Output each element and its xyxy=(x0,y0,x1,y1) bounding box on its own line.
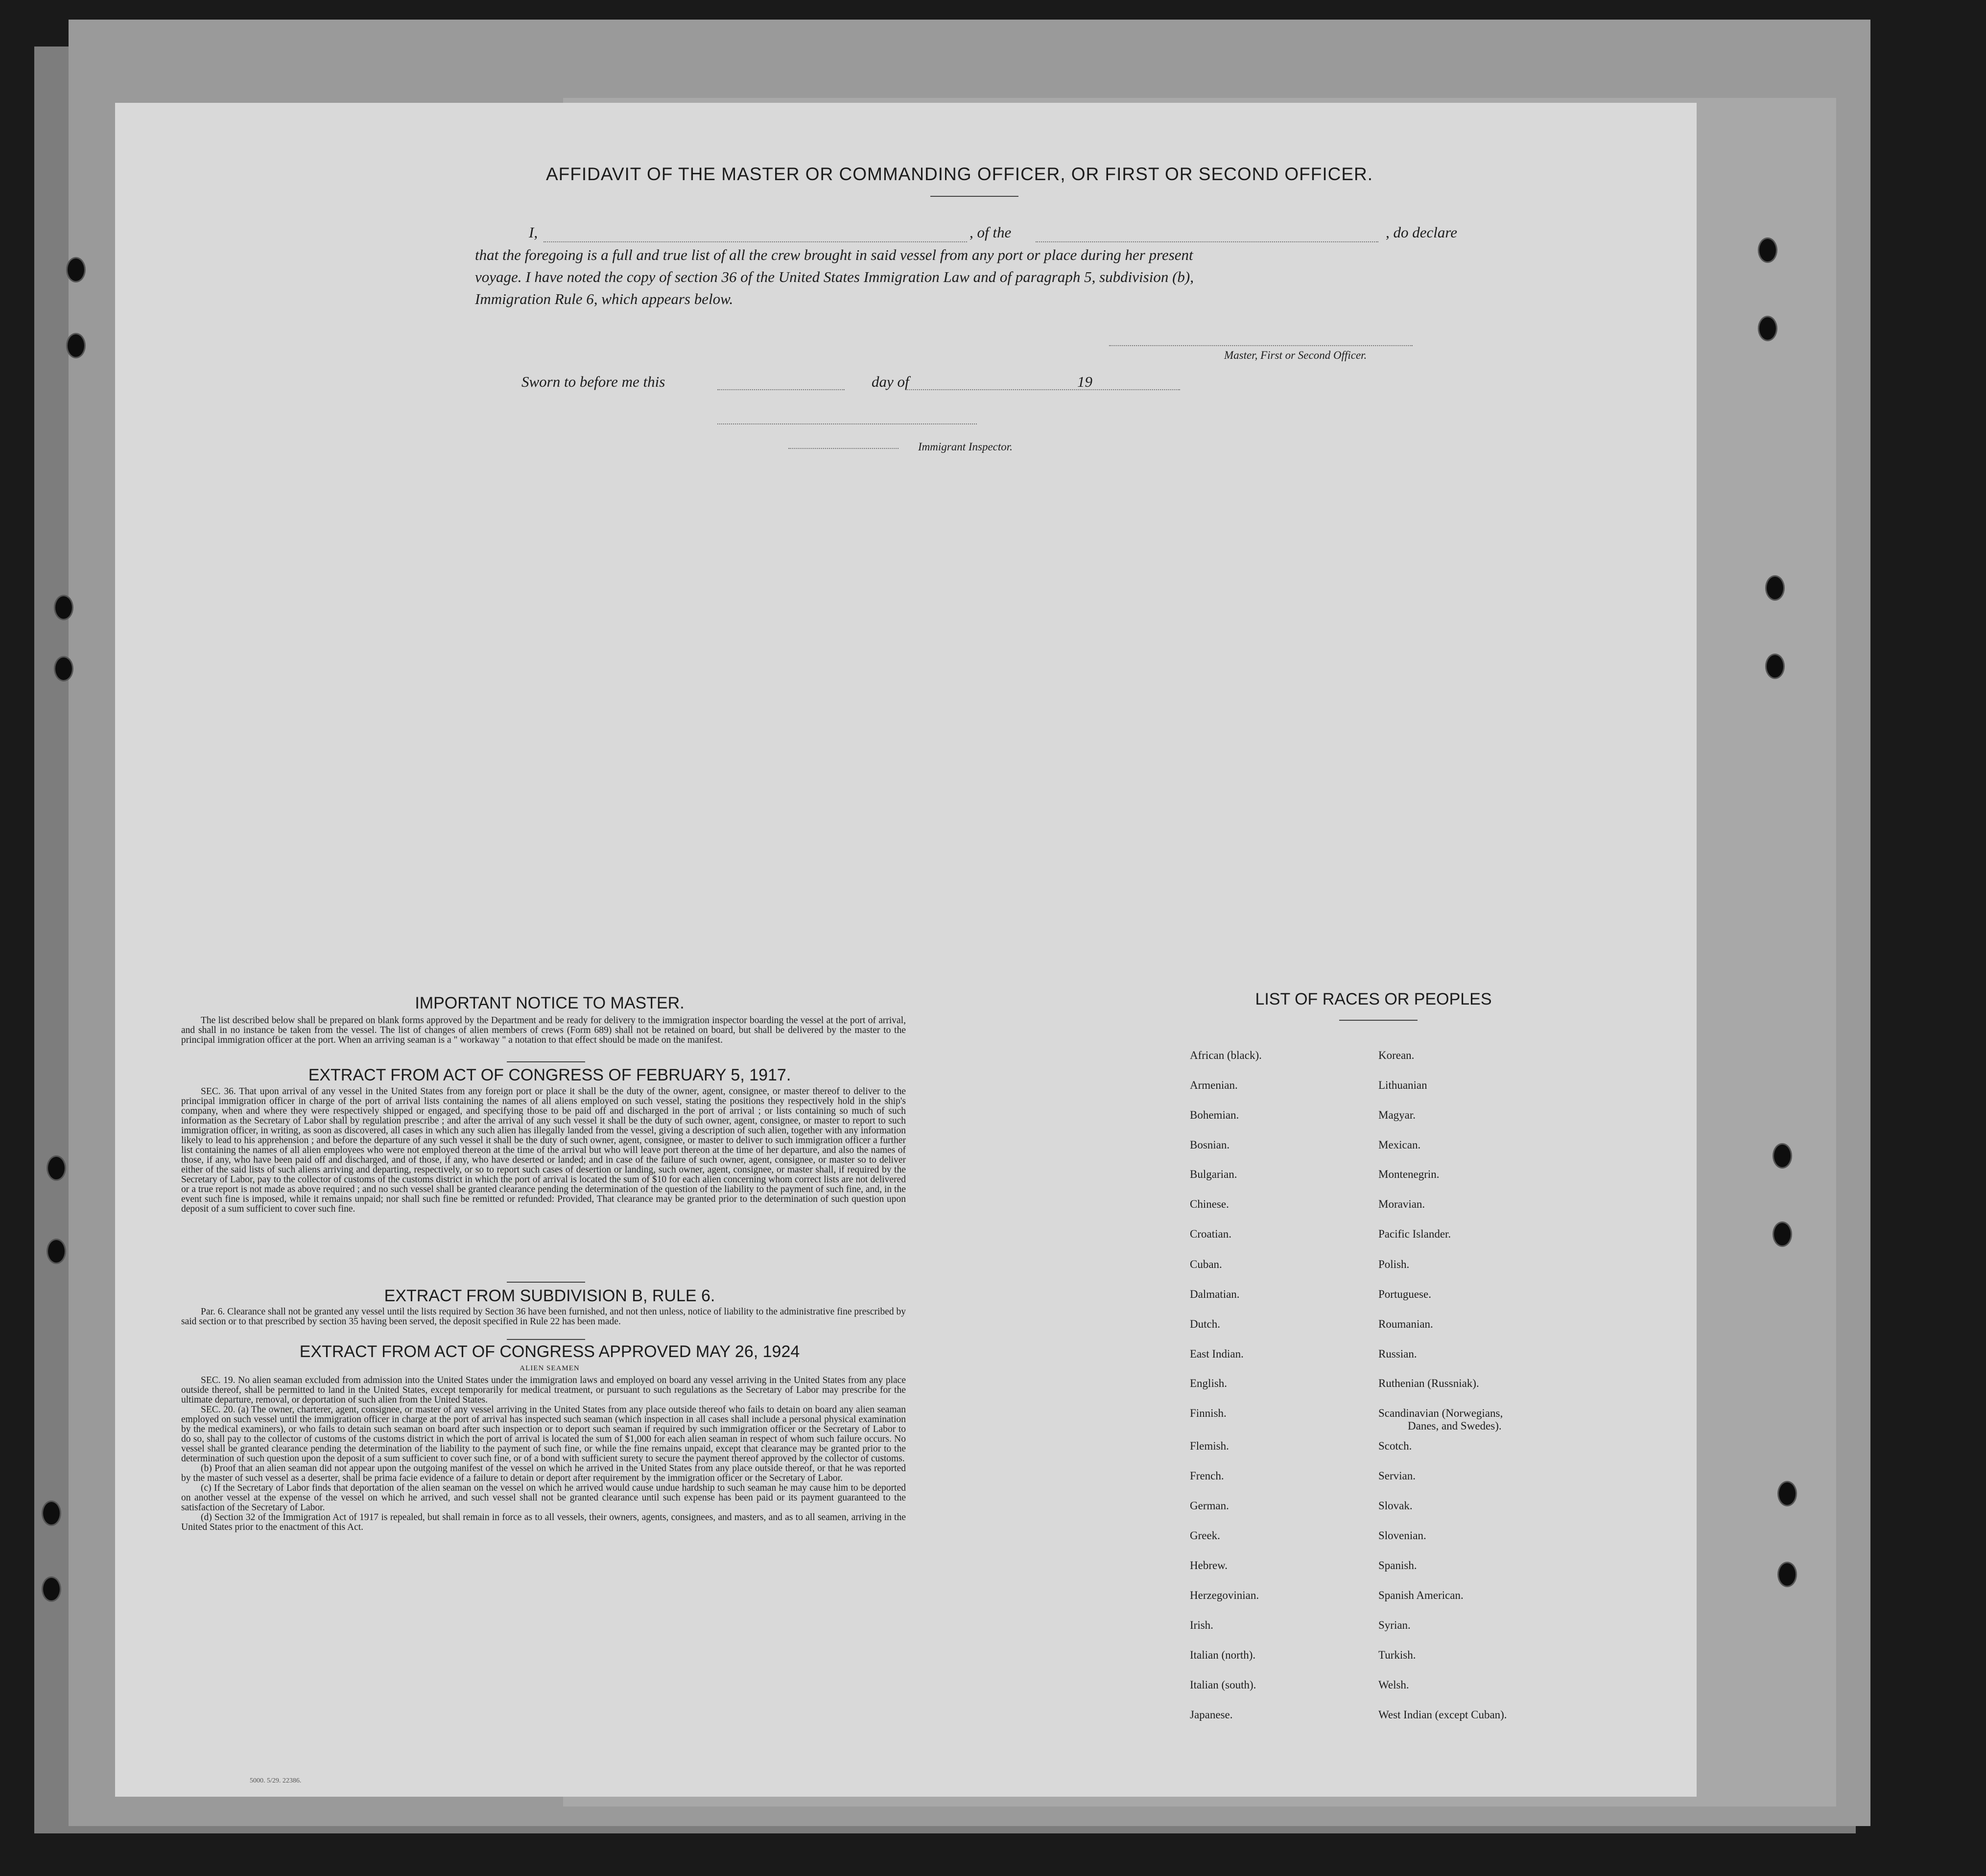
race-item: Bosnian. xyxy=(1190,1139,1230,1151)
inspector-signature-line[interactable] xyxy=(717,423,977,424)
race-item: Finnish. xyxy=(1190,1407,1227,1419)
act-1924-text xyxy=(181,1376,906,1532)
vessel-blank[interactable] xyxy=(1036,241,1378,242)
act-1917-paragraph: SEC. 36. That upon arrival of any vessel in the United States from any foreign port or place it shall be the duty of the owner, agent, consignee, or master thereof to deliver to the principal immigration officer in charge of the port of arrival lists containing the names of all aliens employed on such vessel, stating the positions they respectively hold in the ship's company, when and where they were respectively shipped or engaged, and specifying those to be paid off and discharged in the port of arrival ; or lists containing so much of such information as the Secretary of Labor shall by regulation prescribe ; and after the arrival of any such vessel it shall be the duty of such owner, agent, consignee, or master to report to such immigration officer, in writing, as soon as discovered, all cases in which any such alien has illegally landed from the vessel, giving a description of such alien, together with any information likely to lead to his apprehension ; and before the departure of any such vessel it shall be the duty of such owner, agent, consignee, or master to deliver to such immigration officer a further list containing the names of all alien employees who were not employed thereon at the time of the arrival but who will leave port thereon at the time of her departure, and also the names of those, if any, who have been paid off and discharged, and of those, if any, who have deserted or landed; and in case of the failure of such owner, agent, consignee, or master so to deliver either of the said lists of such aliens arriving and departing, respectively, or so to report such cases of desertion or landing, such owner, agent, consignee, or master shall, if required by the Secretary of Labor, pay to the collector of customs of the customs district in which the port of arrival is located the sum of $10 for each alien concerning whom correct lists are not delivered or a true report is not made as above required ; and no such vessel shall be granted clearance pending the determination of the question of the liability to the payment of such fine, and, in the event such fine is imposed, while it remains unpaid; nor shall such fine be remitted or refunded: Provided, That clearance may be granted prior to the determination of such question upon deposit of a sum sufficient to cover such fine. xyxy=(181,1086,906,1214)
race-item: Spanish. xyxy=(1378,1559,1417,1571)
master-signature-line[interactable] xyxy=(1109,345,1413,346)
race-item: Montenegrin. xyxy=(1378,1168,1440,1180)
race-item: Dutch. xyxy=(1190,1318,1220,1330)
punch-hole xyxy=(1765,575,1785,601)
do-declare-label: , do declare xyxy=(1386,224,1458,241)
race-item: English. xyxy=(1190,1377,1228,1389)
race-item: Italian (north). xyxy=(1190,1649,1256,1661)
act-1924-paragraph: (d) Section 32 of the Immigration Act of 1917 is repealed, but shall remain in force as to all vessels, their owners, agents, consignees, and masters, and as to all seamen, arriving in the United States prior to the enactment of this Act. xyxy=(181,1512,906,1532)
punch-hole xyxy=(54,595,73,620)
of-the-label: , of the xyxy=(969,224,1012,241)
punch-hole xyxy=(1773,1221,1792,1247)
punch-hole xyxy=(54,656,73,681)
act-1924-paragraph: (c) If the Secretary of Labor finds that deportation of the alien seaman on the vessel on which he arrived would cause undue hardship to such seaman he may cause him to be deported on another vessel at the expense of the vessel on which he arrived, and such vessel shall not be granted clearance until such expense has been paid or its payment guaranteed to the satisfaction of the Secretary of Labor. xyxy=(181,1483,906,1513)
race-item: Dalmatian. xyxy=(1190,1288,1240,1300)
rule-6-title: EXTRACT FROM SUBDIVISION B, RULE 6. xyxy=(384,1287,715,1305)
race-item: Welsh. xyxy=(1378,1679,1409,1691)
race-item: Cuban. xyxy=(1190,1258,1222,1270)
notice-paragraph: The list described below shall be prepared on blank forms approved by the Department and be ready for delivery to the immigration inspector boarding the vessel at the port of arrival, and shall in no instance be taken from the vessel. The list of changes of alien members of crews (Form 689) shall not be retained on board, but shall be delivered by the master to the principal immigration officer at the port. When an arriving seaman is a " workaway " a notation to that effect should be made on the manifest. xyxy=(181,1015,906,1045)
affidavit-line-3: voyage. I have noted the copy of section 36 of the United States Immigration Law and of paragraph 5, subdivision (b), xyxy=(475,268,1194,285)
punch-hole xyxy=(42,1576,61,1602)
punch-hole xyxy=(47,1155,66,1181)
race-item: Pacific Islander. xyxy=(1378,1228,1451,1240)
races-title-underline xyxy=(1339,1020,1418,1021)
affidavit-line-2: that the foregoing is a full and true list of all the crew brought in said vessel from any port or place during her present xyxy=(475,246,1193,263)
section-divider xyxy=(507,1282,585,1283)
act-1924-paragraph: SEC. 20. (a) The owner, charterer, agent, consignee, or master of any vessel arriving in the United States from any place outside thereof who fails to detain on board any alien seaman employed on such vessel until the immigration officer in charge at the port of arrival has inspected such seaman (which inspection in all cases shall include a personal physical examination by the medical examiners), or who fails to detain such seaman on board after such inspection or to deport such seaman if required by such immigration officer or the Secretary of Labor to do so, shall pay to the collector of customs of the customs district in which the port of arrival is located the sum of $1,000 for each alien seaman in respect of whom such failure occurs. No vessel shall be granted clearance pending the determination of the liability to the payment of such fine, or while the fine remains unpaid, except that clearance may be granted prior to the determination of such question upon the deposit of a sum sufficient to cover such fine, or of a bond with sufficient surety to secure the payment thereof approved by the collector of customs. xyxy=(181,1405,906,1464)
print-code: 5000. 5/29. 22386. xyxy=(250,1777,302,1784)
inspector-signature-line-2[interactable] xyxy=(788,448,898,449)
act-1924-paragraph: (b) Proof that an alien seaman did not appear upon the outgoing manifest of the vessel on which he arrived in the United States from any place outside thereof, or that he was reported by the master of such vessel as a deserter, shall be prima facie evidence of a failure to detain or deport after requirement by the immigration officer or the Secretary of Labor. xyxy=(181,1463,906,1483)
race-item: Greek. xyxy=(1190,1529,1220,1542)
race-item: Bulgarian. xyxy=(1190,1168,1237,1180)
act-1924-paragraph: SEC. 19. No alien seaman excluded from admission into the United States under the immigration laws and employed on board any vessel arriving in the United States from any place outside thereof, shall be permitted to land in the United States, except temporarily for medical treatment, or pursuant to such regulations as the Secretary of Labor may prescribe for the ultimate departure, removal, or deportation of such alien from the United States. xyxy=(181,1375,906,1405)
race-item: Russian. xyxy=(1378,1348,1417,1360)
sworn-day-blank[interactable] xyxy=(717,389,845,390)
master-signature-label: Master, First or Second Officer. xyxy=(1224,349,1367,361)
race-item: Chinese. xyxy=(1190,1198,1229,1210)
punch-hole xyxy=(1758,316,1777,341)
race-item: Magyar. xyxy=(1378,1109,1416,1121)
race-item: Roumanian. xyxy=(1378,1318,1433,1330)
act-1917-text xyxy=(181,1087,906,1214)
race-item: Bohemian. xyxy=(1190,1109,1239,1121)
race-item: Korean. xyxy=(1378,1049,1415,1061)
race-item: Herzegovinian. xyxy=(1190,1589,1259,1601)
race-item: Spanish American. xyxy=(1378,1589,1464,1601)
race-item: Syrian. xyxy=(1378,1619,1411,1631)
punch-hole xyxy=(66,333,86,358)
race-item: African (black). xyxy=(1190,1049,1262,1061)
punch-hole xyxy=(1758,237,1777,263)
document-page xyxy=(115,103,1697,1797)
act-1924-title: EXTRACT FROM ACT OF CONGRESS APPROVED MAY 26, 1924 xyxy=(299,1342,800,1361)
race-item: Scotch. xyxy=(1378,1440,1412,1452)
races-title: LIST OF RACES OR PEOPLES xyxy=(1255,990,1492,1008)
rule-6-paragraph: Par. 6. Clearance shall not be granted any vessel until the lists required by Section 36 have been furnished, and not then unless, notice of liability to the administrative fine prescribed by said section or to that prescribed by section 35 having been served, the deposit specified in Rule 22 has been made. xyxy=(181,1307,906,1327)
race-item: Danes, and Swedes). xyxy=(1408,1420,1502,1432)
section-divider xyxy=(507,1339,585,1340)
race-item: Mexican. xyxy=(1378,1139,1421,1151)
race-item: Polish. xyxy=(1378,1258,1410,1270)
race-item: West Indian (except Cuban). xyxy=(1378,1709,1507,1721)
day-of-label: day of xyxy=(872,373,909,390)
affidavit-line-4: Immigration Rule 6, which appears below. xyxy=(475,290,733,307)
race-item: Japanese. xyxy=(1190,1709,1233,1721)
race-item: Slovenian. xyxy=(1378,1529,1426,1542)
affidavit-i-label: I, xyxy=(529,224,538,241)
notice-title: IMPORTANT NOTICE TO MASTER. xyxy=(415,994,685,1012)
race-item: Moravian. xyxy=(1378,1198,1425,1210)
punch-hole xyxy=(1773,1143,1792,1169)
race-item: Italian (south). xyxy=(1190,1679,1256,1691)
race-item: Irish. xyxy=(1190,1619,1213,1631)
race-item: Portuguese. xyxy=(1378,1288,1431,1300)
notice-text xyxy=(181,1016,906,1045)
race-item: Flemish. xyxy=(1190,1440,1229,1452)
race-item: Lithuanian xyxy=(1378,1079,1427,1091)
race-item: East Indian. xyxy=(1190,1348,1244,1360)
rule-6-text xyxy=(181,1307,906,1327)
race-item: Ruthenian (Russniak). xyxy=(1378,1377,1479,1389)
race-item: Croatian. xyxy=(1190,1228,1231,1240)
punch-hole xyxy=(1765,654,1785,679)
name-blank[interactable] xyxy=(544,241,967,242)
race-item: Armenian. xyxy=(1190,1079,1238,1091)
race-item: Servian. xyxy=(1378,1470,1416,1482)
title-underline xyxy=(930,196,1018,197)
act-1924-subtitle: ALIEN SEAMEN xyxy=(520,1364,580,1372)
race-item: Slovak. xyxy=(1378,1500,1413,1512)
sworn-month-blank[interactable] xyxy=(906,389,1180,390)
section-divider xyxy=(507,1061,585,1062)
year-prefix: 19 xyxy=(1077,373,1092,390)
punch-hole xyxy=(66,257,86,282)
race-item: Turkish. xyxy=(1378,1649,1416,1661)
race-item: Hebrew. xyxy=(1190,1559,1228,1571)
sworn-label: Sworn to before me this xyxy=(521,373,665,390)
inspector-label: Immigrant Inspector. xyxy=(918,441,1013,453)
affidavit-title: AFFIDAVIT OF THE MASTER OR COMMANDING OFFICER, OR FIRST OR SECOND OFFICER. xyxy=(546,164,1373,184)
race-item: Scandinavian (Norwegians, xyxy=(1378,1407,1503,1419)
punch-hole xyxy=(1777,1481,1797,1506)
punch-hole xyxy=(42,1501,61,1526)
race-item: French. xyxy=(1190,1470,1224,1482)
punch-hole xyxy=(1777,1562,1797,1587)
act-1917-title: EXTRACT FROM ACT OF CONGRESS OF FEBRUARY 5, 1917. xyxy=(308,1066,791,1084)
punch-hole xyxy=(47,1239,66,1264)
race-item: German. xyxy=(1190,1500,1229,1512)
